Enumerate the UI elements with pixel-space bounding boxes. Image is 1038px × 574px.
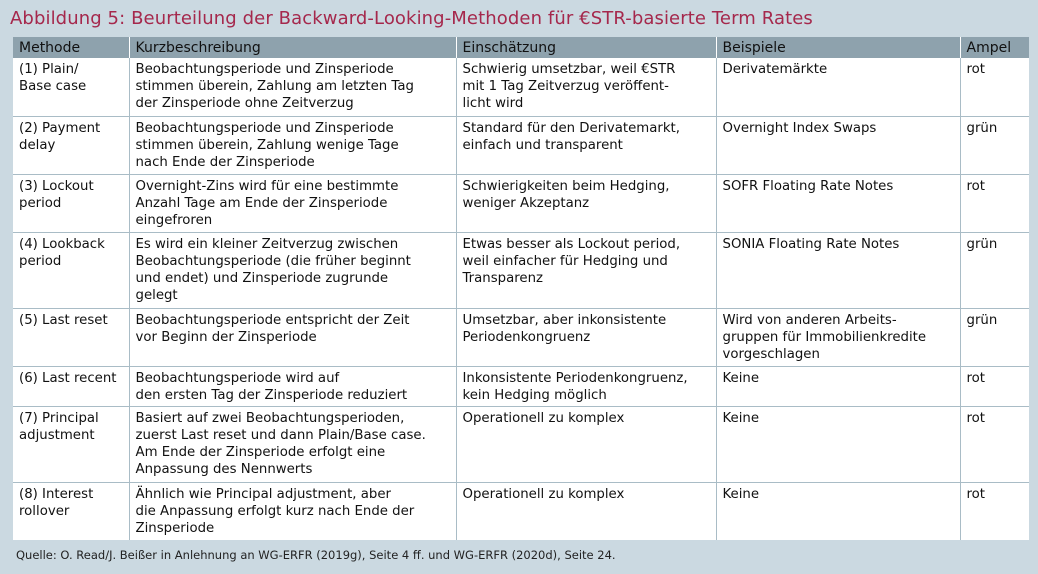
table-row xyxy=(13,366,1029,406)
cell-ampel: grün xyxy=(960,232,1029,308)
cell-methode: (8) Interest rollover xyxy=(13,482,129,540)
header-methode: Methode xyxy=(13,37,129,58)
cell-kurzbeschreibung: Ähnlich wie Principal adjustment, aber die Anpassung erfolgt kurz nach Ende der Zinsperiode xyxy=(129,482,456,540)
table-row xyxy=(13,232,1029,308)
cell-ampel: rot xyxy=(960,406,1029,482)
header-kurzbeschreibung: Kurzbeschreibung xyxy=(129,37,456,58)
cell-kurzbeschreibung: Es wird ein kleiner Zeitverzug zwischen Beobachtungsperiode (die früher beginnt und endet) und Zinsperiode zugrunde gelegt xyxy=(129,232,456,308)
cell-kurzbeschreibung: Overnight-Zins wird für eine bestimmte Anzahl Tage am Ende der Zinsperiode eingefroren xyxy=(129,174,456,232)
assessment-table xyxy=(13,37,1029,540)
cell-ampel: rot xyxy=(960,174,1029,232)
cell-einschaetzung: Schwierig umsetzbar, weil €STR mit 1 Tag Zeitverzug veröffent- licht wird xyxy=(456,58,716,116)
cell-kurzbeschreibung: Basiert auf zwei Beobachtungsperioden, zuerst Last reset und dann Plain/Base case. Am Ende der Zinsperiode erfolgt eine Anpassung des Nennwerts xyxy=(129,406,456,482)
cell-methode: (3) Lockout period xyxy=(13,174,129,232)
header-row xyxy=(13,37,1029,58)
cell-beispiele: SOFR Floating Rate Notes xyxy=(716,174,960,232)
cell-kurzbeschreibung: Beobachtungsperiode entspricht der Zeit vor Beginn der Zinsperiode xyxy=(129,308,456,366)
cell-methode: (2) Payment delay xyxy=(13,116,129,174)
header-beispiele: Beispiele xyxy=(716,37,960,58)
cell-einschaetzung: Etwas besser als Lockout period, weil einfacher für Hedging und Transparenz xyxy=(456,232,716,308)
cell-beispiele: Keine xyxy=(716,482,960,540)
cell-ampel: rot xyxy=(960,58,1029,116)
cell-einschaetzung: Umsetzbar, aber inkonsistente Periodenkongruenz xyxy=(456,308,716,366)
table-row xyxy=(13,58,1029,116)
table-row xyxy=(13,308,1029,366)
cell-ampel: rot xyxy=(960,366,1029,406)
cell-einschaetzung: Schwierigkeiten beim Hedging, weniger Akzeptanz xyxy=(456,174,716,232)
cell-einschaetzung: Standard für den Derivatemarkt, einfach und transparent xyxy=(456,116,716,174)
cell-beispiele: Overnight Index Swaps xyxy=(716,116,960,174)
cell-methode: (7) Principal adjustment xyxy=(13,406,129,482)
header-einschaetzung: Einschätzung xyxy=(456,37,716,58)
cell-methode: (4) Lookback period xyxy=(13,232,129,308)
cell-ampel: grün xyxy=(960,116,1029,174)
cell-beispiele: Derivatemärkte xyxy=(716,58,960,116)
cell-einschaetzung: Operationell zu komplex xyxy=(456,482,716,540)
cell-ampel: rot xyxy=(966,486,986,502)
cell-kurzbeschreibung: Beobachtungsperiode wird auf den ersten Tag der Zinsperiode reduziert xyxy=(129,366,456,406)
table-row xyxy=(13,174,1029,232)
cell-methode: (5) Last reset xyxy=(13,308,129,366)
cell-beispiele: Keine xyxy=(716,366,960,406)
cell-einschaetzung: Inkonsistente Periodenkongruenz, kein Hedging möglich xyxy=(456,366,716,406)
cell-kurzbeschreibung: Beobachtungsperiode und Zinsperiode stimmen überein, Zahlung am letzten Tag der Zinsperiode ohne Zeitverzug xyxy=(129,58,456,116)
cell-methode: (6) Last recent xyxy=(13,366,129,406)
cell-beispiele: Wird von anderen Arbeits- gruppen für Immobilienkredite vorgeschlagen xyxy=(716,308,960,366)
figure-title: Abbildung 5: Beurteilung der Backward-Looking-Methoden für €STR-basierte Term Rates xyxy=(10,8,813,29)
source-note: Quelle: O. Read/J. Beißer in Anlehnung an WG-ERFR (2019g), Seite 4 ff. und WG-ERFR (2020d), Seite 24. xyxy=(16,548,616,562)
header-ampel: Ampel xyxy=(960,37,1029,58)
cell-beispiele: SONIA Floating Rate Notes xyxy=(716,232,960,308)
cell-methode: (1) Plain/ Base case xyxy=(13,58,129,116)
cell-beispiele: Keine xyxy=(716,406,960,482)
cell-ampel: grün xyxy=(960,308,1029,366)
table-row xyxy=(13,406,1029,482)
table-row xyxy=(13,482,1029,540)
cell-einschaetzung: Operationell zu komplex xyxy=(456,406,716,482)
cell-kurzbeschreibung: Beobachtungsperiode und Zinsperiode stimmen überein, Zahlung wenige Tage nach Ende der Zinsperiode xyxy=(129,116,456,174)
table-row xyxy=(13,116,1029,174)
